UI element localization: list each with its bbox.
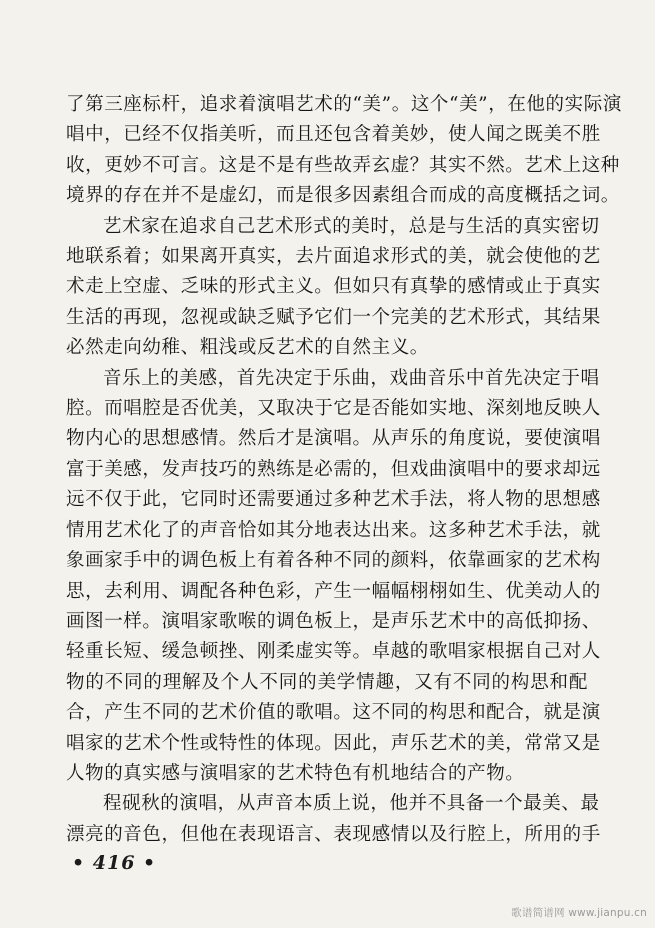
text-line: 腔。而唱腔是否优美，又取决于它是否能如实地、深刻地反映人 (66, 398, 601, 420)
paragraph (66, 789, 601, 850)
text-line: 术走上空虚、乏味的形式主义。但如只有真挚的感情或止于真实 (66, 276, 601, 298)
paragraph (66, 212, 601, 364)
text-line: 程砚秋的演唱，从声音本质上说，他并不具备一个最美、最 (103, 793, 600, 815)
watermark: 歌谱简谱网 www.jianpu.cn (511, 907, 647, 919)
text-line: 地联系着；如果离开真实，去片面追求形式的美，就会使他的艺 (66, 246, 601, 268)
text-line: 艺术家在追求自己艺术形式的美时，总是与生活的真实密切 (103, 215, 600, 237)
paragraph (66, 90, 622, 212)
text-line: 生活的再现，忽视或缺乏赋予它们一个完美的艺术形式，其结果 (66, 306, 601, 328)
text-line: 境界的存在并不是虚幻，而是很多因素组合而成的高度概括之词。 (66, 185, 620, 207)
text-body (66, 90, 622, 850)
text-line: 画图一样。演唱家歌喉的调色板上，是声乐艺术中的高低抑扬、 (66, 610, 601, 632)
page-number: • 416 • (72, 852, 157, 874)
text-line: 漂亮的音色，但他在表现语言、表现感情以及行腔上，所用的手 (66, 823, 601, 845)
text-line: 人物的真实感与演唱家的艺术特色有机地结合的产物。 (66, 762, 525, 784)
text-line: 物的不同的理解及个人不同的美学情趣，又有不同的构思和配 (66, 671, 588, 693)
text-line: 思，去利用、调配各种色彩，产生一幅幅栩栩如生、优美动人的 (66, 580, 601, 602)
paragraph (66, 364, 601, 790)
text-line: 远不仅于此，它同时还需要通过多种艺术手法，将人物的思想感 (66, 489, 601, 511)
text-line: 富于美感，发声技巧的熟练是必需的，但戏曲演唱中的要求却远 (66, 458, 601, 480)
text-line: 唱中，已经不仅指美听，而且还包含着美妙，使人闻之既美不胜 (66, 124, 601, 146)
text-line: 音乐上的美感，首先决定于乐曲，戏曲音乐中首先决定于唱 (103, 367, 600, 389)
text-line: 收，更妙不可言。这是不是有些故弄玄虚？其实不然。艺术上这种 (66, 154, 620, 176)
text-line: 象画家手中的调色板上有着各种不同的颜料，依靠画家的艺术构 (66, 550, 601, 572)
text-line: 轻重长短、缓急顿挫、刚柔虚实等。卓越的歌唱家根据自己对人 (66, 641, 601, 663)
text-line: 唱家的艺术个性或特性的体现。因此，声乐艺术的美，常常又是 (66, 732, 601, 754)
text-line: 合，产生不同的艺术价值的歌唱。这不同的构思和配合，就是演 (66, 702, 601, 724)
text-line: 物内心的思想感情。然后才是演唱。从声乐的角度说，要使演唱 (66, 428, 601, 450)
text-line: 情用艺术化了的声音恰如其分地表达出来。这多种艺术手法，就 (66, 519, 601, 541)
text-line: 了第三座标杆，追求着演唱艺术的“美”。这个“美”，在他的实际演 (66, 94, 622, 115)
text-line: 必然走向幼稚、粗浅或反艺术的自然主义。 (66, 337, 429, 359)
